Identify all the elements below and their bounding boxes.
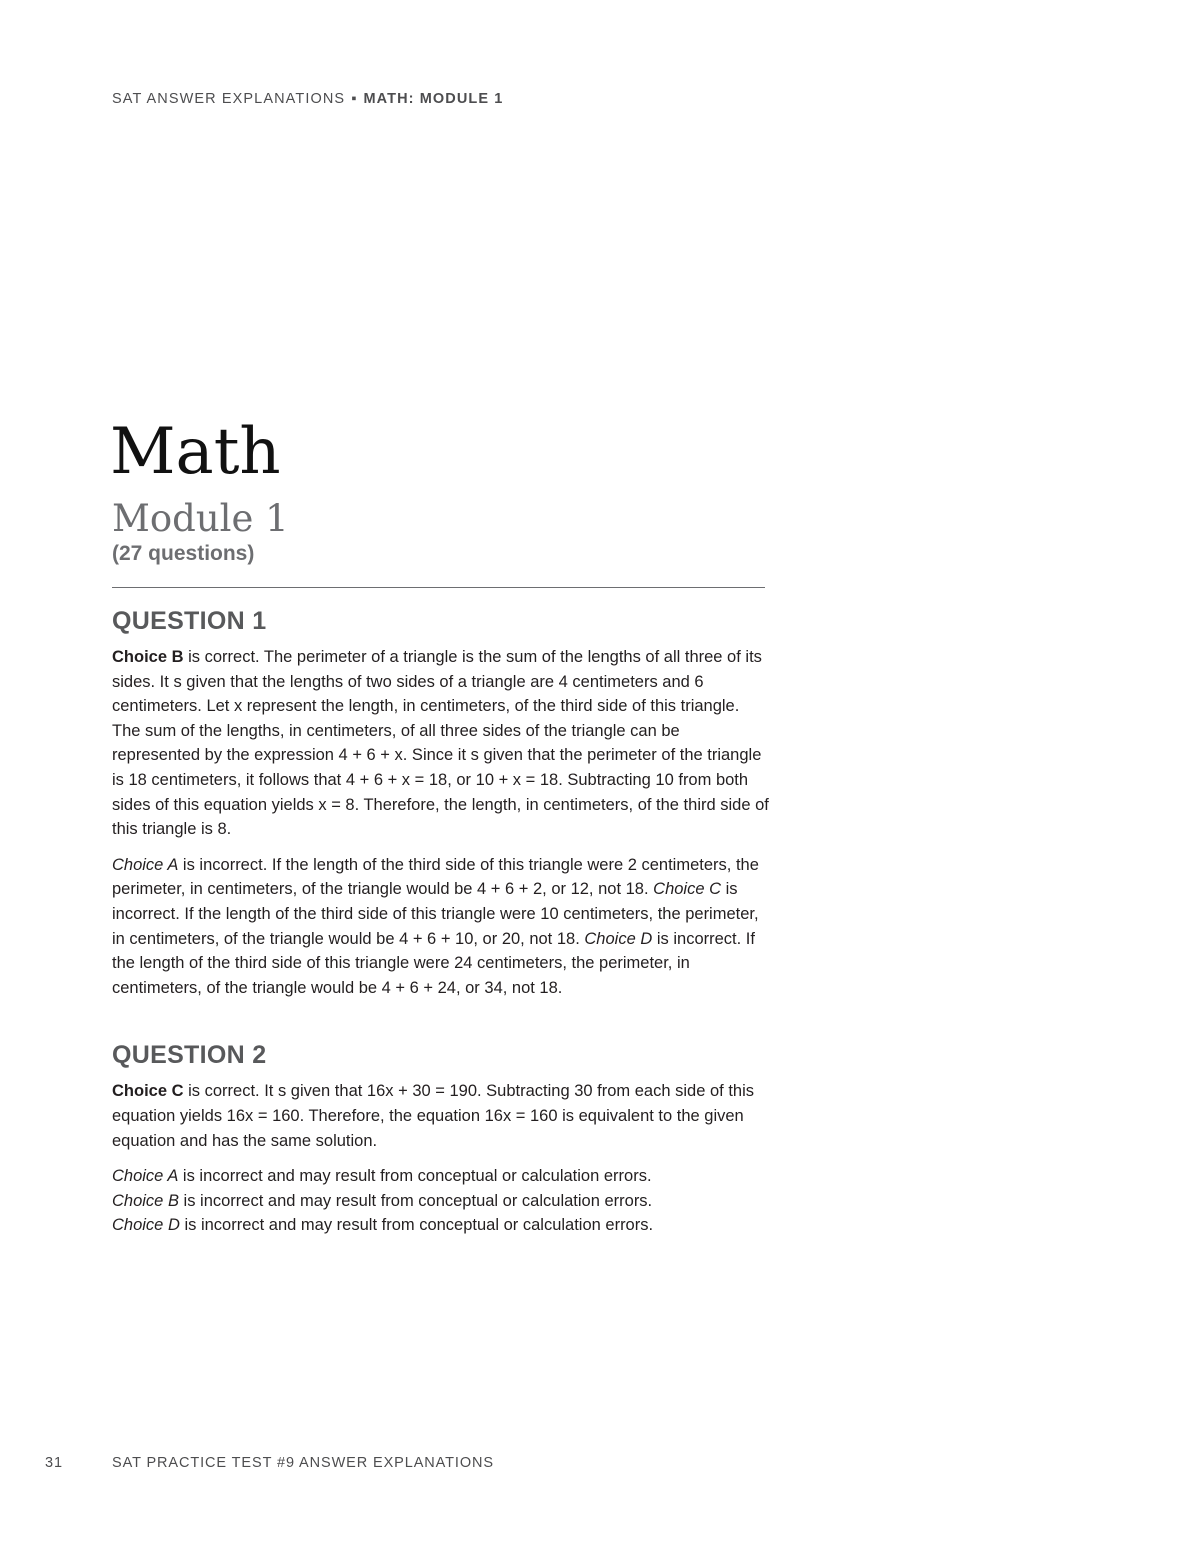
question-1 [112,604,772,1000]
question-spacer [112,1011,772,1038]
choice-label: Choice C [653,880,722,899]
explanation-text: is correct. It s given that 16x + 30 = 190. Subtracting 30 from each side of this equation yields 16x = 160. Therefore, the equation 16x = 160 is equivalent to the given equation and has the same solution. [112,1082,754,1150]
question-heading: QUESTION 1 [112,607,267,635]
question-2 [112,1038,772,1238]
question-count: (27 questions) [112,542,255,565]
correct-choice-label: Choice C [112,1082,184,1101]
correct-answer-explanation [112,1079,772,1153]
correct-answer-explanation [112,645,772,842]
section-divider [112,587,765,588]
choice-label: Choice A [112,1167,179,1186]
choice-label: Choice D [584,929,653,948]
page-title: Math [110,415,281,489]
choice-label: Choice B [112,1191,179,1210]
choice-explanation: is incorrect. If the length of the third side of this triangle were 2 centimeters, the perimeter, in centimeters, of the triangle would be 4 + 6 + 2, or 12, not 18. [112,855,759,899]
main-content [112,604,772,1249]
choice-explanation: is incorrect and may result from conceptual or calculation errors. [178,1191,653,1210]
header-module: MATH: MODULE 1 [363,91,504,107]
choice-label: Choice A [112,855,179,874]
header-section: SAT ANSWER EXPLANATIONS [112,91,346,107]
incorrect-answers-explanation [112,1164,772,1238]
title-block [110,414,766,567]
choice-explanation: is incorrect and may result from conceptual or calculation errors. [178,1167,652,1186]
footer-title: SAT PRACTICE TEST #9 ANSWER EXPLANATIONS [112,1455,494,1471]
correct-choice-label: Choice B [112,648,184,666]
header-separator: ▪ [351,91,358,107]
choice-label: Choice D [112,1216,180,1235]
choice-explanation: is incorrect. If the length of the third side of this triangle were 10 centimeters, the perimeter, in centimeters, of the triangle would be 4 + 6 + 10, or 20, not 18. [112,880,759,948]
incorrect-answers-explanation [112,853,772,1001]
module-title: Module 1 [112,497,289,540]
choice-explanation: is incorrect and may result from conceptual or calculation errors. [179,1216,654,1235]
explanation-text: is correct. The perimeter of a triangle is the sum of the lengths of all three of its sides. It s given that the lengths of two sides of a triangle are 4 centimeters and 6 centimeters. Let x represent the length, in centimeters, of the third side of this triangle. The sum of the lengths, in centimeters, of all three sides of the triangle can be represented by the expression 4 + 6 + x. Since it s given that the perimeter of the triangle is 18 centimeters, it follows that 4 + 6 + x = 18, or 10 + x = 18. Subtracting 10 from both sides of this equation yields x = 8. Therefore, the length, in centimeters, of the third side of this triangle is 8. [112,648,769,839]
question-heading: QUESTION 2 [112,1041,267,1070]
running-header [112,91,503,107]
choice-explanation: is incorrect. If the length of the third side of this triangle were 24 centimeters, the perimeter, in centimeters, of the triangle would be 4 + 6 + 24, or 34, not 18. [112,929,755,997]
page-number: 31 [45,1455,63,1471]
